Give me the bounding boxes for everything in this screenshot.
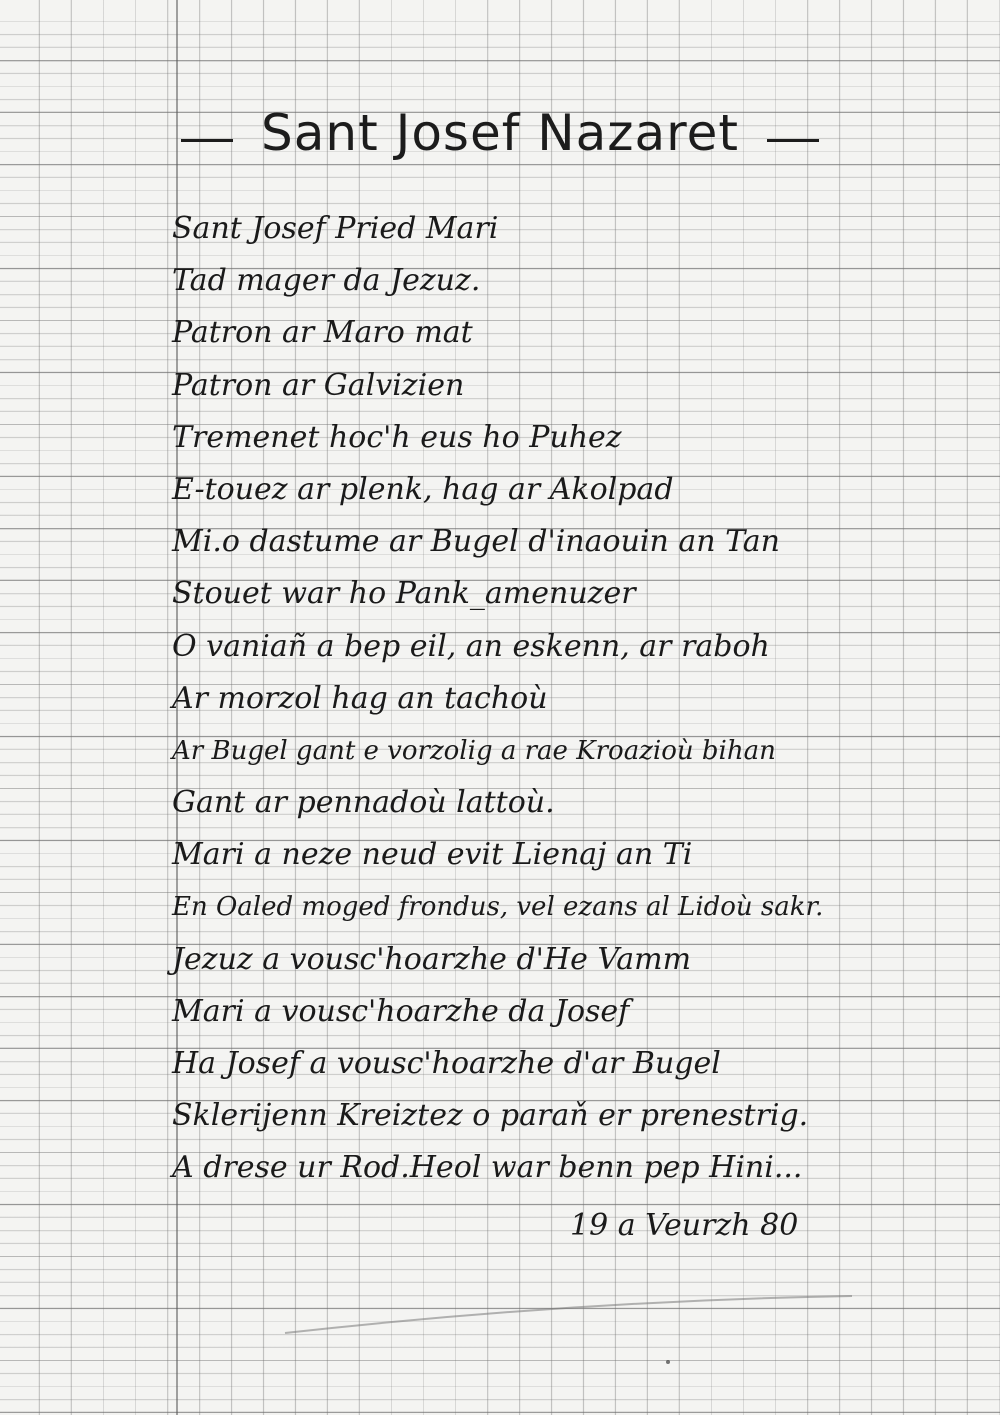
- poem-line: Patron ar Galvizien: [172, 367, 465, 403]
- poem-line: Gant ar pennadoù lattoù.: [172, 785, 555, 821]
- poem-line: En Oaled moged frondus, vel ezans al Lidoù sakr.: [172, 892, 824, 923]
- title-text: Sant Josef Nazaret: [261, 104, 739, 162]
- date-line: 19 a Veurzh 80: [570, 1208, 799, 1243]
- poem-line: Ar Bugel gant e vorzolig a rae Kroazioù bihan: [172, 735, 776, 766]
- poem-line: E-touez ar plenk, hag ar Akolpad: [172, 471, 674, 507]
- poem-line: Mi.o dastume ar Bugel d'inaouin an Tan: [172, 524, 780, 560]
- poem-line: Sant Josef Pried Mari: [172, 211, 499, 246]
- poem-line: Tremenet hoc'h eus ho Puhez: [172, 419, 622, 455]
- poem-line: A drese ur Rod.Heol war benn pep Hini...: [172, 1150, 803, 1186]
- poem-line: Ar morzol hag an tachoù: [172, 680, 548, 716]
- poem-line: Ha Josef a vousc'hoarzhe d'ar Bugel: [172, 1046, 721, 1081]
- poem-line: Tad mager da Jezuz.: [172, 263, 481, 299]
- poem-line: Patron ar Maro mat: [172, 315, 473, 351]
- poem-line: Mari a vousc'hoarzhe da Josef: [172, 993, 630, 1029]
- poem-line: Sklerijenn Kreiztez o paraň er prenestrig.: [172, 1098, 809, 1134]
- poem-line: Jezuz a vousc'hoarzhe d'He Vamm: [172, 941, 692, 977]
- poem-line: O vaniañ a bep eil, an eskenn, ar raboh: [172, 628, 770, 664]
- poem-line: Stouet war ho Pank_amenuzer: [172, 576, 636, 612]
- poem-line: Mari a neze neud evit Lienaj an Ti: [172, 837, 693, 873]
